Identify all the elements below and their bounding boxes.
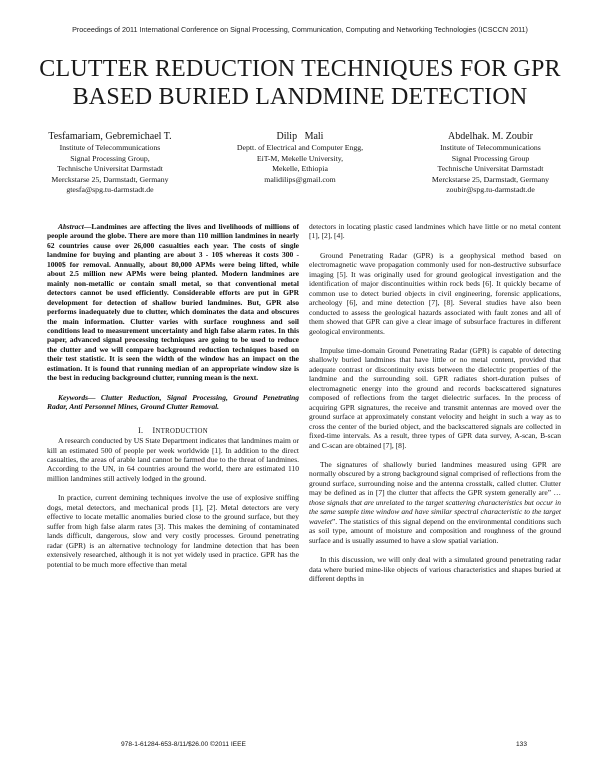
abstract [47,222,299,383]
intro-paragraph-1: A research conducted by US State Department indicates that landmines maim or kill an estimated 500 of people per week worldwide [1]. In addition to the direct casualties, the areas of arable land cannot be farmed due to the threat of landmines. According to the UN, in 64 countries around the world, there are estimated 110 million landmines still actively lodged in the ground. [47,436,299,483]
keywords [47,393,299,412]
author-block-1 [20,130,200,196]
intro-paragraph-2: In practice, current demining techniques involve the use of explosive sniffing dogs, metal detectors, and mechanical prods [1], [2]. Metal detectors are very effective to locate metallic anomalies buried close to the ground surface, but they suffer from high false alarm rates [3]. This makes the demining of contaminated lands difficult, dangerous, slow and very costly processes. Ground penetrating radar (GPR) is an alternative technology for landmine detection that has been extensively researched, although it is not yet widely used in practice. GPR has the potential to be much more effective than metal [47,493,299,569]
clutter-quote: those signals that are unrelated to the target scattering characteristics but occur in the same sample time window and have similar spectral characteristic to the target wavelet [309,497,561,526]
keywords-label: Keywords [58,392,88,402]
author-block-3 [398,130,583,196]
author-affiliation-line: EiT-M, Mekelle University, [256,153,344,163]
impulse-gpr-paragraph: Impulse time-domain Ground Penetrating Radar (GPR) is capable of detecting shallowly buried landmines that have little or no metal content, provided that adequate contrast or discontinuity exists between the dielectric properties of the landmine and the surrounding soil. GPR radiates short-duration pulses of electromagnetic energy into the ground and records backscattered signatures composed of reflections from the target dielectric surfaces. In the process of acquiring GPR signatures, the receive and transmit antennas are moved over the ground surface at approximately constant velocity and height in such a way as to cross the center of the buried object, and the backscattered signals are collected in fixed-time intervals. As a result, three types of GPR data survey, A-scan, B-scan and C-scan are obtained [7], [8]. [309,345,561,450]
continued-paragraph: detectors in locating plastic cased landmines which have little or no metal content [1], [2], [4]. [309,222,561,241]
author-email: malidilips@gmail.com [264,174,336,184]
clutter-paragraph [309,460,561,545]
section-title-initial: I [152,425,156,435]
author-affiliation-line: Mekelle, Ethiopia [272,164,328,174]
left-column [47,222,299,569]
gpr-paragraph: Ground Penetrating Radar (GPR) is a geophysical method based on electromagnetic wave propagation commonly used for non-destructive subsurface imaging [5]. It was originally used for ground geological investigation and the identification of major discontinuities within rock beds [6]. It quickly became of common use to detect buried objects in civil engineering, forensic applications, archeology [6], and mine detection [7], [8]. Several studies have also been conducted to assess the geological hazards associated with fault zones and all of them showed that GPR can give a clear image of subsurface fractures in different geological environments. [309,250,561,336]
author-name: Dilip Mali [276,131,324,142]
title-line-2: BASED BURIED LANDMINE DETECTION [72,84,528,110]
author-affiliation-line: Deptt. of Electrical and Computer Engg, [236,143,364,152]
author-affiliation-line: Signal Processing Group, [70,153,150,163]
right-column [309,222,561,583]
author-block-2 [205,130,395,185]
author-name: Tesfamariam, Gebremichael T. [48,131,172,142]
author-affiliation-line: Institute of Telecommunications [440,143,541,152]
keywords-text: — Clutter Reduction, Signal Processing, Ground Penetrating Radar, Anti Personnel Mines, Ground Clutter Removal. [47,392,299,412]
section-number: I. [138,425,144,435]
page-number: 133 [516,741,528,748]
clutter-text-a: The signatures of shallowly buried landmines measured using GPR are normally obscured by a strong background signal comprised of reflections from the ground surface, surrounding noise and the antenna crosstalk, called clutter. Clutter may be defined as in [7] the clutter that affects the GPR system generally are” … [309,459,561,498]
author-affiliation-line: Technische Universitat Darmstadt [437,164,544,174]
author-affiliation-line: Institute of Telecommunications [59,143,161,152]
author-affiliation-line: Merckstarse 25, Darmstadt, Germany [431,174,550,184]
author-email: gtesfa@spg.tu-darmstadt.de [66,185,154,195]
author-affiliation-line: Merckstarse 25, Darmstadt, Germany [51,174,169,184]
abstract-label: Abstract [58,222,84,231]
author-affiliation-line: Signal Processing Group [451,153,530,163]
clutter-text-b: ”. The statistics of this signal depend on the environmental conditions such as soil type, amount of moisture and composition and roughness of the ground surface and is usually assumed to have a slow spatial variation. [309,516,561,545]
conference-header: Proceedings of 2011 International Conference on Signal Processing, Communication, Computing and Networking Technologies (ICSCCN 2011) [72,25,528,34]
abstract-text: —Landmines are affecting the lives and livelihoods of millions of people around the globe. There are more than 110 million landmines in nearly 62 countries cause over 26,000 casualties each year. The costs of single landmine for buying and planting are about 3 - 10$ whereas it costs 300 - 1000$ for removal. Annually, about 80,000 APMs were being lifted, while about 2.5 million new APMs were being planted. Modern landmines are mainly non-metallic or contain small metal, so that conventional metal detectors cannot be used efficiently. Considerable efforts are put in GPR development for detection of shallow buried landmines. But, GPR also performs inadequately due to clutter, which dominates the data and obscures the main information. Clutter varies with surface roughness and soil conditions lead to measurement uncertainty and high false alarm rates. In this paper, advanced signal processing techniques are going to be used to reduce the clutter and we will compare background reduction techniques based on their test statistic. It is seen the width of the window has an impact on the estimation. It is found that running median of an appropriate window size is the best in reducing background clutter, running mean is the next. [47,222,299,383]
author-name: Abdelhak. M. Zoubir [448,131,533,142]
discussion-paragraph: In this discussion, we will only deal with a simulated ground penetrating radar data where buried mine-like objects of various characteristics and shapes buried at different depths in [309,555,561,583]
author-affiliation-line: Technische Universitat Darmstadt [57,164,163,174]
section-title-rest: NTRODUCTION [155,427,208,435]
paper-title [20,55,580,111]
section-heading-introduction [47,426,299,436]
title-line-1: CLUTTER REDUCTION TECHNIQUES FOR GPR [39,56,561,82]
author-email: zoubir@spg.tu-darmstadt.de [446,185,535,195]
footer-isbn: 978-1-61284-653-8/11/$26.00 ©2011 IEEE [121,741,246,748]
